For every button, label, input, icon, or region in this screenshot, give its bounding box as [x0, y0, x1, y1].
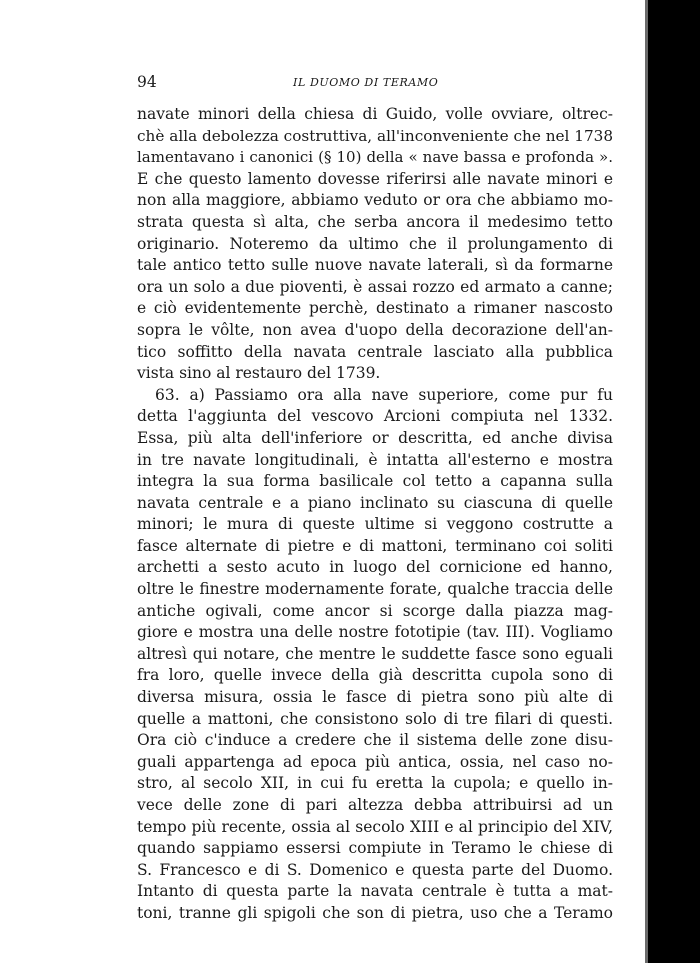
text-line: integra la sua forma basilicale col tetto a capanna sulla — [137, 472, 613, 491]
text-line: fasce alternate di pietre e di mattoni, terminano coi soliti — [137, 536, 613, 555]
text-line: navate minori della chiesa di Guido, volle ovviare, oltrec- — [137, 105, 613, 123]
text-line: quando sappiamo essersi compiute in Teramo le chiese di — [137, 839, 613, 858]
text-line: chè alla debolezza costruttiva, all'inconveniente che nel 1738 — [137, 126, 614, 145]
text-line: Ora ciò c'induce a credere che il sistema delle zone disu- — [137, 731, 613, 750]
text-line: tempo più recente, ossia al secolo XIII e al principio del XIV, — [137, 817, 613, 836]
text-line: navata centrale e a piano inclinato su ciascuna di quelle — [137, 493, 613, 512]
text-line: diversa misura, ossia le fasce di pietra sono più alte di — [137, 688, 613, 707]
text-line: Essa, più alta dell'inferiore or descritta, ed anche divisa — [137, 428, 613, 447]
body-text — [137, 104, 613, 925]
page-number: 94 — [137, 73, 157, 91]
text-line: Intanto di questa parte la navata centrale è tutta a mat- — [137, 882, 613, 901]
text-line: altresì qui notare, che mentre le suddette fasce sono eguali — [137, 644, 613, 663]
text-line: minori; le mura di queste ultime si veggono costrutte a — [137, 515, 613, 534]
text-line: non alla maggiore, abbiamo veduto or ora che abbiamo mo- — [137, 191, 613, 210]
paragraph-first-line: 63. a) Passiamo ora alla nave superiore, come pur fu — [155, 385, 613, 404]
text-line: ora un solo a due pioventi, è assai rozzo ed armato a canne; — [137, 277, 613, 296]
text-line: archetti a sesto acuto in luogo del cornicione ed hanno, — [137, 558, 613, 577]
text-line: oltre le finestre modernamente forate, qualche traccia delle — [137, 580, 613, 599]
text-line: lamentavano i canonici (§ 10) della « nave bassa e profonda ». — [137, 148, 613, 167]
text-line: toni, tranne gli spigoli che son di pietra, uso che a Teramo — [137, 903, 613, 922]
text-line: in tre navate longitudinali, è intatta all'esterno e mostra — [137, 450, 613, 469]
text-line: originario. Noteremo da ultimo che il prolungamento di — [137, 234, 613, 253]
text-line: tale antico tetto sulle nuove navate laterali, sì da formarne — [137, 256, 613, 275]
text-line: E che questo lamento dovesse riferirsi alle navate minori e — [137, 169, 613, 188]
text-line: S. Francesco e di S. Domenico e questa parte del Duomo. — [137, 860, 613, 879]
text-line: detta l'aggiunta del vescovo Arcioni compiuta nel 1332. — [137, 407, 613, 426]
text-line: antiche ogivali, come ancor si scorge dalla piazza mag- — [137, 601, 613, 620]
text-line: guali appartenga ad epoca più antica, ossia, nel caso no- — [137, 752, 613, 771]
text-line: giore e mostra una delle nostre fototipie (tav. III). Vogliamo — [137, 623, 613, 642]
text-line: sopra le vôlte, non avea d'uopo della decorazione dell'an- — [137, 320, 613, 339]
text-line: e ciò evidentemente perchè, destinato a rimaner nascosto — [137, 299, 613, 318]
text-line: strata questa sì alta, che serba ancora il medesimo tetto — [137, 212, 613, 231]
text-line: fra loro, quelle invece della già descritta cupola sono di — [137, 666, 613, 685]
text-line: vista sino al restauro del 1739. — [137, 364, 381, 383]
text-line: tico soffitto della navata centrale lasciato alla pubblica — [137, 342, 613, 361]
text-line: stro, al secolo XII, in cui fu eretta la cupola; e quello in- — [137, 774, 613, 793]
running-title: IL DUOMO DI TERAMO — [293, 76, 439, 89]
text-line: vece delle zone di pari altezza debba attribuirsi ad un — [137, 796, 613, 814]
text-line: quelle a mattoni, che consistono solo di tre filari di questi. — [137, 709, 613, 728]
scan-edge — [648, 0, 700, 963]
page-header — [137, 72, 613, 96]
